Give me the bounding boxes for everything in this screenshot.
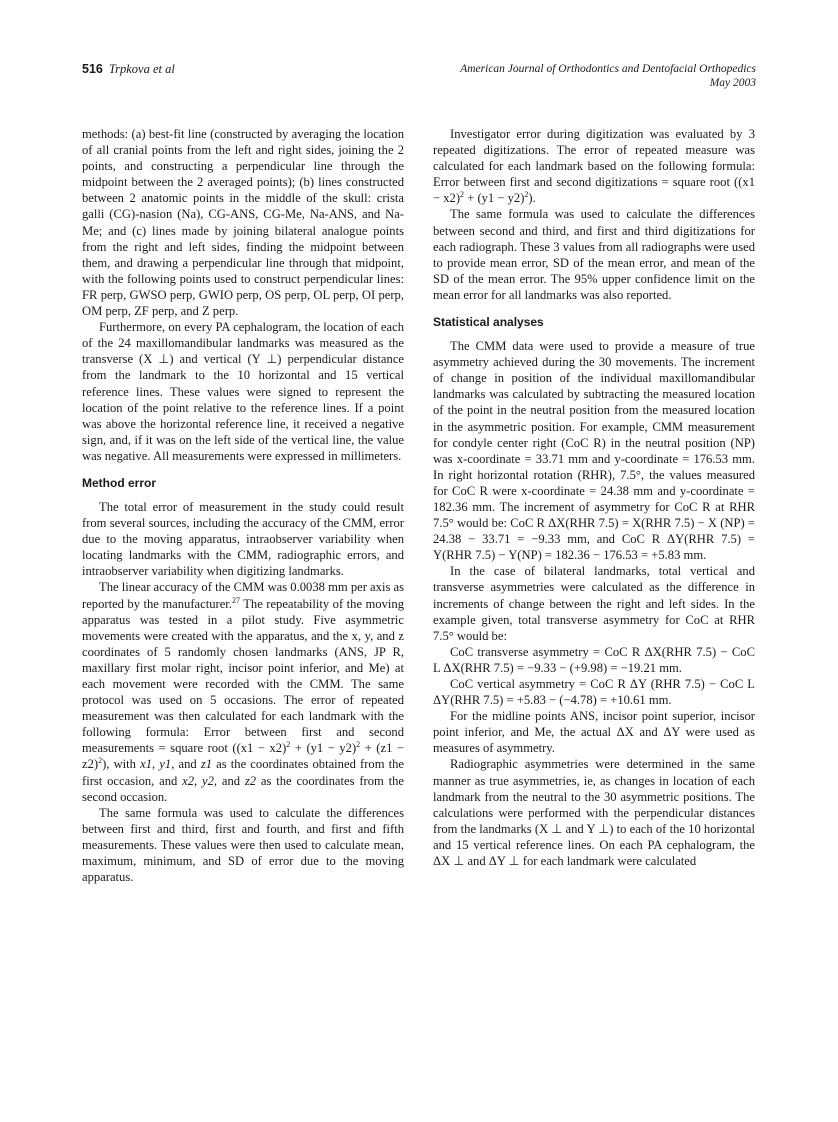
paragraph: The total error of measurement in the study could result from several sources, including the accuracy of the CMM, error due to the moving apparatus, intraobserver variability when locating landmarks with the CMM, radiographic errors, and intraobserver variability when digitizing landmarks. [82, 499, 404, 579]
paragraph [82, 579, 404, 804]
superscript: 2 [460, 190, 465, 200]
text: , and [213, 773, 245, 788]
text: ). [528, 191, 536, 206]
superscript: 2 [98, 756, 103, 766]
running-head-right [460, 62, 756, 90]
text: + (y1 − y2) [290, 741, 357, 756]
paragraph: The same formula was used to calculate the differences between first and third, first and fourth, and first and fifth measurements. These values were then used to calculate mean, maximum, minimum, and SD of error due to the moving apparatus. [82, 805, 404, 885]
paragraph: methods: (a) best-fit line (constructed by averaging the location of all cranial points from the left and right sides, joining the 2 points, and constructing a perpendicular line through the midpoint between the 2 averaged points); (b) lines constructed between 2 anatomic points in the middle of the skull: crista galli (CG)-nasion (Na), CG-ANS, CG-Me, Na-ANS, and Na-Me; and (c) lines made by joining bilateral analogue points from the right and left sides, finding the midpoint between them, and drawing a perpendicular line through that midpoint, with the following points used to construct perpendicular lines: FR perp, GWSO perp, GWIO perp, OS perp, OL perp, OI perp, OM perp, ZF perp, and Z perp. [82, 127, 404, 319]
text: ), with [102, 757, 141, 772]
variable: x1 [140, 757, 152, 772]
paragraph: The CMM data were used to provide a measure of true asymmetry achieved during the 30 movements. The increment of change in position of the individual maxillomandibular landmarks was calculated by subtracting the measured location of the point in the neutral position from the measured location in the asymmetric position. For example, CMM measurement for condyle center right (CoC R) in the neutral position (NP) was x-coordinate = 33.71 mm and y-coordinate = 176.53 mm. In right horizontal rotation (RHR), 7.5°, the values measured for CoC R were x-coordinate = 24.38 mm and y-coordinate = 182.36 mm. The increment of asymmetry for CoC R at RHR 7.5° would be: CoC R ΔX(RHR 7.5) = X(RHR 7.5) − X (NP) = 24.38 − 33.71 = −9.33 mm, and CoC R ΔY(RHR 7.5) = Y(RHR 7.5) − Y(NP) = 182.36 − 176.53 = +5.83 mm. [433, 339, 755, 563]
text: , [194, 773, 203, 788]
paragraph: In the case of bilateral landmarks, total vertical and transverse asymmetries were calculated as the difference in increments of change between the right and left sides. In the example given, total transverse asymmetry for CoC at RHR 7.5° would be: [433, 564, 755, 643]
left-column [82, 126, 404, 885]
section-heading-statistical-analyses: Statistical analyses [433, 315, 544, 330]
paragraph: Radiographic asymmetries were determined in the same manner as true asymmetries, ie, as changes in location of each landmark from the neutral to the 30 asymmetric positions. The calculations were performed with the perpendicular distances from the landmarks (X ⊥ and Y ⊥) to each of the 10 horizontal and 15 vertical reference lines. On each PA cephalogram, the ΔX ⊥ and ΔY ⊥ for each landmark were calculated [433, 757, 755, 869]
paragraph: For the midline points ANS, incisor point superior, incisor point inferior, and Me, the actual ΔX and ΔY were used as measures of asymmetry. [433, 709, 755, 756]
text: + (z1 − z2) [82, 741, 405, 772]
paragraph [433, 126, 755, 206]
text: The repeatability of the moving apparatus was tested in a pilot study. Five asymmetric movements were created with the apparatus, and the x, y, and z coordinates of 5 randomly chosen landmarks (ANS, JP R, maxillary first molar right, incisor point inferior, and Me) at each movement were recorded with the CMM. The same protocol was used on 5 occasions. The error of repeated measurement was then calculated for each landmark with the following formula: Error between first and second measurements = square root ((x1 − x2) [82, 596, 404, 756]
authors: Trpkova et al [108, 62, 175, 76]
paragraph: The same formula was used to calculate the differences between second and third, and first and third digitizations for each radiograph. These 3 values from all radiographs were used to provide mean error, SD of the mean error, and mean of the SD of the mean error. The 95% upper confidence limit on the mean error for all landmarks was also reported. [433, 207, 755, 302]
variable: z1 [200, 757, 213, 772]
text: as the coordinates obtained from the first occasion, and [82, 757, 405, 788]
text: as the coordinates from the second occasion. [82, 773, 405, 804]
running-head-left [82, 62, 175, 77]
superscript: 2 [356, 740, 361, 750]
superscript: 2 [524, 190, 529, 200]
text: , and [171, 757, 201, 772]
section-heading-method-error: Method error [82, 475, 157, 490]
variable: x2 [182, 773, 195, 788]
variable: z2 [244, 773, 257, 788]
superscript: 2 [286, 740, 291, 750]
text: + (y1 − y2) [464, 191, 525, 206]
text: , [152, 757, 160, 772]
variable: y1 [159, 757, 172, 772]
journal-title: American Journal of Orthodontics and Dentofacial Orthopedics [460, 63, 756, 75]
equation-paragraph: CoC vertical asymmetry = CoC R ΔY (RHR 7.5) − CoC L ΔY(RHR 7.5) = +5.83 − (−4.78) = +10.61 mm. [433, 677, 755, 708]
variable: y2 [202, 773, 214, 788]
page-number: 516 [82, 62, 103, 76]
equation-paragraph: CoC transverse asymmetry = CoC R ΔX(RHR 7.5) − CoC L ΔX(RHR 7.5) = −9.33 − (+9.98) = −19.21 mm. [433, 644, 755, 675]
paragraph: Furthermore, on every PA cephalogram, the location of each of the 24 maxillomandibular landmarks was measured as the transverse (X ⊥) and vertical (Y ⊥) perpendicular distance from the landmark to the 10 horizontal and 15 vertical reference lines. These values were signed to represent the location of the point relative to the reference lines. If a point was above the horizontal reference line, it received a negative sign, and, if it was on the left side of the vertical line, the value was negative. All measurements were expressed in millimeters. [82, 320, 404, 463]
right-column [433, 126, 755, 869]
citation-reference: 27 [231, 595, 240, 605]
running-head [82, 62, 756, 96]
text: The linear accuracy of the CMM was 0.0038 mm per axis as reported by the manufacturer. [82, 580, 404, 611]
issue-date: May 2003 [709, 77, 756, 89]
text: Investigator error during digitization was evaluated by 3 repeated digitizations. The error of repeated measure was calculated for each landmark based on the following formula: Error between first and second digitizations = square root ((x1 − x2) [433, 127, 755, 206]
